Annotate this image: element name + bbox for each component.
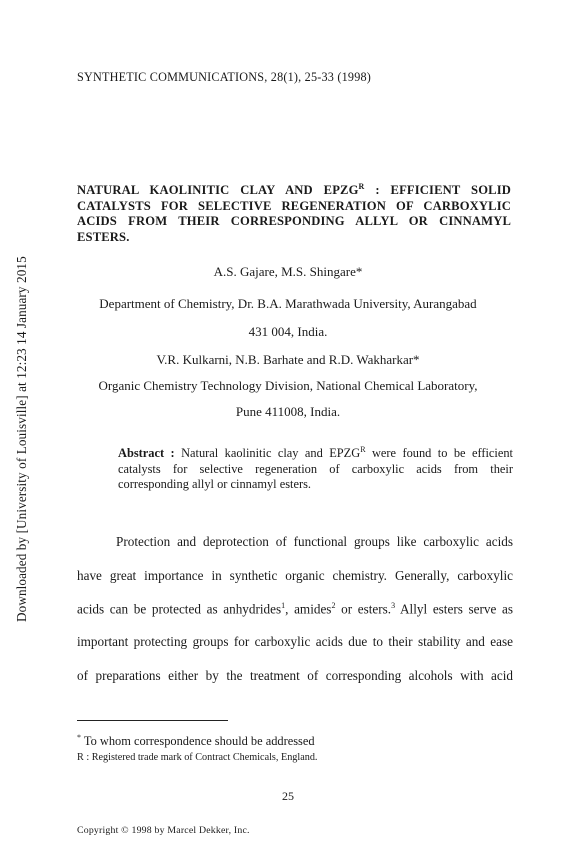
body-line-3-b: , amides <box>285 601 332 617</box>
journal-header: SYNTHETIC COMMUNICATIONS, 28(1), 25-33 (1998) <box>77 70 372 84</box>
affiliation-2-line-1: Organic Chemistry Technology Division, National Chemical Laboratory, <box>98 378 478 393</box>
download-watermark: Downloaded by [University of Louisville] at 12:23 14 January 2015 <box>14 256 29 622</box>
ref-2: 2 <box>331 601 336 610</box>
footnote-mark: * <box>77 733 81 742</box>
body-line-3-c: or esters. <box>335 601 392 617</box>
affiliation-1-line-2: 431 004, India. <box>248 324 328 339</box>
ref-1: 1 <box>281 601 286 610</box>
footnote-rule <box>77 720 228 721</box>
footnote-trademark: R : Registered trade mark of Contract Chemicals, England. <box>77 752 318 763</box>
body-line-3-a: acids can be protected as anhydrides <box>77 601 282 617</box>
authors-group-2: V.R. Kulkarni, N.B. Barhate and R.D. Wakharkar* <box>156 352 420 367</box>
body-line-3-d: Allyl esters serve as <box>395 601 513 617</box>
affiliation-2-line-2: Pune 411008, India. <box>235 404 341 419</box>
copyright-notice: Copyright © 1998 by Marcel Dekker, Inc. <box>77 825 250 836</box>
abstract-superscript: R <box>360 445 366 454</box>
abstract-text-a: Natural kaolinitic clay and EPZG <box>174 446 361 461</box>
authors-group-1: A.S. Gajare, M.S. Shingare* <box>213 264 363 279</box>
abstract <box>118 442 513 493</box>
affiliation-1-line-1: Department of Chemistry, Dr. B.A. Marathwada University, Aurangabad <box>99 296 477 311</box>
body-line-4: important protecting groups for carboxylic acids due to their stability and ease <box>77 634 513 649</box>
paper-title <box>77 179 511 246</box>
footnote-correspondence-text: To whom correspondence should be addressed <box>83 734 315 749</box>
title-superscript: R <box>358 182 365 191</box>
ref-3: 3 <box>391 601 396 610</box>
title-part-1: NATURAL KAOLINITIC CLAY AND EPZG <box>77 183 359 198</box>
body-line-5: of preparations either by the treatment of corresponding alcohols with acid <box>77 668 513 683</box>
body-line-3 <box>77 601 513 617</box>
body-line-1: Protection and deprotection of functional groups like carboxylic acids <box>116 534 513 549</box>
footnote-correspondence <box>77 733 315 749</box>
title-part-2: : EFFICIENT SOLID CATALYSTS FOR SELECTIVE REGENERATION OF CARBOXYLIC ACIDS FROM THEIR CORRESPONDING ALLYL OR CINNAMYL ESTERS. <box>77 183 512 244</box>
page-number: 25 <box>282 789 294 803</box>
abstract-text-b: were found to be efficient catalysts for selective regeneration of carboxylic acids from their corresponding allyl or cinnamyl esters. <box>118 446 513 492</box>
body-line-2: have great importance in synthetic organic chemistry. Generally, carboxylic <box>77 568 513 583</box>
abstract-label: Abstract : <box>118 446 175 461</box>
